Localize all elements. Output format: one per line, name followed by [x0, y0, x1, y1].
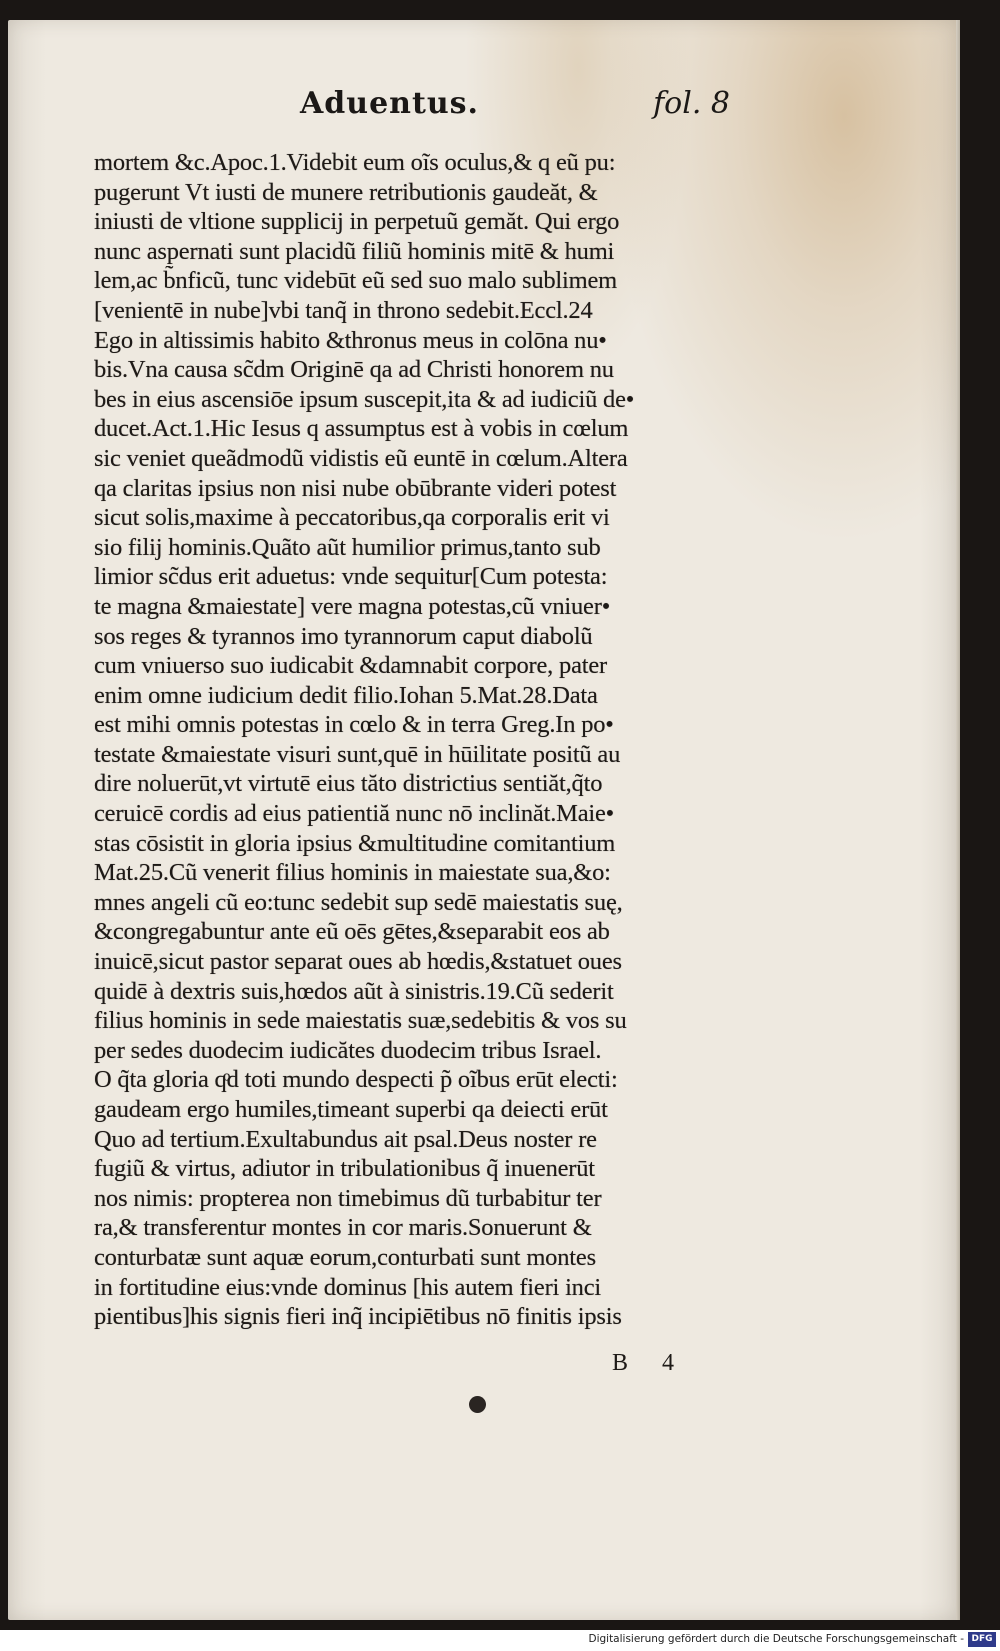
text-line: sio filij hominis.Quãto aũt humilior primus,tanto sub	[94, 533, 601, 561]
text-line: O q̃ta gloria qͦd toti mundo despecti p̃ oĩbus erūt electi:	[94, 1066, 618, 1094]
text-line: Mat.25.Cũ venerit filius hominis in maiestate sua,&o:	[94, 859, 611, 887]
text-line: conturbatæ sunt aquæ eorum,conturbati sunt montes	[94, 1243, 596, 1271]
text-line: lem,ac b̃nficũ, tunc videbūt eũ sed suo malo sublimem	[94, 267, 618, 295]
text-line: ra,& transferentur montes in cor maris.Sonuerunt &	[94, 1214, 592, 1242]
text-line: per sedes duodecim iudicătes duodecim tribus Israel.	[94, 1036, 602, 1064]
text-line: &congregabuntur ante eũ oēs gētes,&separabit eos ab	[94, 918, 610, 946]
text-line: mortem &c.Apoc.1.Videbit eum oĩs oculus,& q eũ pu:	[94, 149, 616, 176]
text-line: pugerunt Vt iusti de munere retributionis gaudeăt, &	[94, 178, 598, 206]
text-line: dire noluerūt,vt virtutē eius tăto districtius sentiăt,q̃to	[94, 770, 603, 798]
ink-blot	[469, 1396, 486, 1413]
text-line: sos reges & tyrannos imo tyrannorum caput diabolũ	[94, 622, 593, 650]
text-line: limior sc̃dus erit aduetus: vnde sequitur[Cum potesta:	[94, 563, 608, 591]
running-title: Aduentus.	[300, 86, 479, 121]
text-line: filius hominis in sede maiestatis suæ,sedebitis & vos su	[94, 1007, 627, 1035]
text-line: bis.Vna causa sc̃dm Originē qa ad Christi honorem nu	[94, 356, 614, 384]
text-line: sic veniet queãdmodũ vidistis eũ euntē in cœlum.Altera	[94, 444, 628, 472]
text-line: Quo ad tertium.Exultabundus ait psal.Deus noster re	[94, 1125, 597, 1153]
text-line: [venientē in nube]vbi tanq̃ in throno sedebit.Eccl.24	[94, 296, 593, 324]
text-line: ducet.Act.1.Hic Iesus q assumptus est à vobis in cœlum	[94, 415, 629, 443]
text-line: pientibus]his signis fieri inq̃ incipiētibus nō finitis ipsis	[94, 1303, 622, 1331]
text-line: qa claritas ipsius non nisi nube obūbrante videri potest	[94, 474, 617, 502]
text-line: cum vniuerso suo iudicabit &damnabit corpore, pater	[94, 652, 607, 680]
text-line: mnes angeli cũ eo:tunc sedebit sup sedē maiestatis suę,	[94, 888, 623, 916]
text-line: iniusti de vltione supplicij in perpetuũ gemăt. Qui ergo	[94, 208, 620, 236]
text-line: te magna &maiestate] vere magna potestas,cũ vniuer•	[94, 592, 611, 620]
text-line: nunc aspernati sunt placidũ filiũ hominis mitē & humi	[94, 237, 615, 265]
text-line: bes in eius ascensiōe ipsum suscepit,ita & ad iudiciũ de•	[94, 385, 635, 413]
body-text	[94, 148, 754, 1332]
text-line: sicut solis,maxime à peccatoribus,qa corporalis erit vi	[94, 504, 610, 532]
text-line: in fortitudine eius:vnde dominus [his autem fieri inci	[94, 1273, 602, 1301]
text-line: ceruicē cordis ad eius patientiă nunc nō inclinăt.Maie•	[94, 800, 615, 828]
text-line: Ego in altissimis habito &thronus meus in colōna nu•	[94, 326, 607, 354]
running-header	[300, 86, 730, 130]
text-line: quidē à dextris suis,hœdos aũt à sinistris.19.Cũ sederit	[94, 977, 614, 1005]
digitization-credit: Digitalisierung gefördert durch die Deutsche Forschungsgemeinschaft -	[588, 1633, 964, 1645]
text-line: nos nimis: propterea non timebimus dũ turbabitur ter	[94, 1184, 602, 1212]
text-line: fugiũ & virtus, adiutor in tribulationibus q̃ inuenerūt	[94, 1155, 595, 1183]
folio-number: fol. 8	[653, 86, 730, 121]
signature-mark: B 4	[612, 1350, 689, 1376]
text-line: enim omne iudicium dedit filio.Iohan 5.Mat.28.Data	[94, 681, 598, 709]
text-line: est mihi omnis potestas in cœlo & in terra Greg.In po•	[94, 711, 614, 739]
text-line: inuicē,sicut pastor separat oues ab hœdis,&statuet oues	[94, 948, 622, 976]
page-edge	[956, 20, 960, 1620]
text-line: testate &maiestate visuri sunt,quē in hūilitate positũ au	[94, 740, 621, 768]
dfg-logo: DFG	[968, 1632, 996, 1647]
digitization-credit-bar	[0, 1630, 1000, 1651]
text-line: stas cōsistit in gloria ipsius &multitudine comitantium	[94, 829, 616, 857]
text-line: gaudeam ergo humiles,timeant superbi qa deiecti erūt	[94, 1096, 608, 1123]
